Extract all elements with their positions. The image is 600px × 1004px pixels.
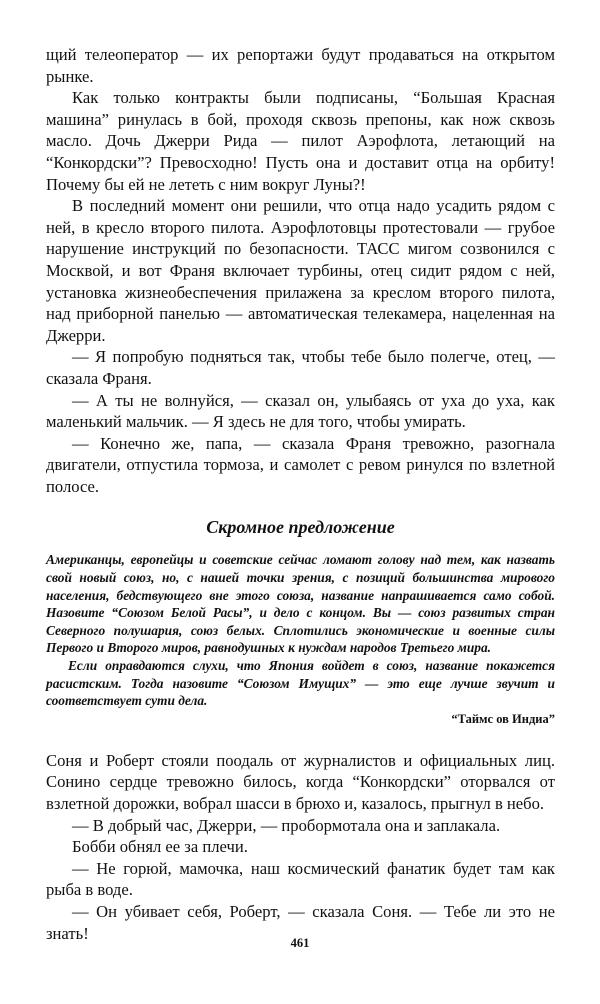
book-page (46, 44, 555, 944)
paragraph-bottom-3: Бобби обнял ее за плечи. (72, 837, 248, 857)
paragraph-bottom-4: — Не горюй, мамочка, наш космический фанатик будет там как рыба в воде. (46, 858, 555, 900)
section-title: Скромное предложение (206, 517, 395, 538)
paragraph-bottom-2: — В добрый час, Джерри, — пробормотала она и заплакала. (72, 815, 501, 835)
paragraph-top-6: — Конечно же, папа, — сказала Франя тревожно, разогнала двигатели, отпустила тормоза, и самолет с ревом ринулся по взлетной полосе. (46, 433, 555, 496)
epigraph-source: “Таймс ов Индиа” (451, 711, 555, 726)
paragraph-bottom-5: — Он убивает себя, Роберт, — сказала Соня. — Тебе ли это не знать! (46, 901, 555, 943)
paragraph-top-2: Как только контракты были подписаны, “Большая Красная машина” ринулась в бой, проходя сквозь препоны, как нож сквозь масло. Дочь Джерри Рида — пилот Аэрофлота, летающий на “Конкордски”? Превосходно! Пусть она и доставит отца на орбиту! Почему бы ей не лететь с ним вокруг Луны?! (46, 88, 555, 194)
epigraph (46, 551, 555, 727)
paragraph-top-4: — Я попробую подняться так, чтобы тебе было полегче, отец, — сказала Франя. (46, 347, 555, 388)
epigraph-paragraph-2: Если оправдаются слухи, что Япония войдет в союз, название покажется расистским. Тогда назовите “Союзом Имущих” — это еще лучше звучит и соответствует сути дела. (46, 658, 555, 709)
paragraph-top-5: — А ты не волнуйся, — сказал он, улыбаясь от уха до уха, как маленький мальчик. — Я здесь не для того, чтобы умирать. (46, 390, 555, 432)
paragraph-bottom-1: Соня и Роберт стояли поодаль от журналистов и официальных лиц. Сонино сердце тревожно билось, когда “Конкордски” оторвался от взлетной дорожки, вобрал шасси в брюхо и, казалось, прыгнул в небо. (46, 750, 555, 813)
body-continuation (46, 750, 555, 944)
epigraph-paragraph-1: Американцы, европейцы и советские сейчас ломают голову над тем, как назвать свой новый союз, но, с нашей точки зрения, с позиций большинства мирового населения, бедствующего вне этого союза, название напрашивается само собой. Назовите “Союзом Белой Расы”, и дело с концом. Вы — союз развитых стран Северного полушария, союз белых. Сплотились экономические и военные силы Первого и Второго миров, равнодушных к нуждам народов Третьего мира. (46, 552, 555, 656)
paragraph-top-1: щий телеоператор — их репортажи будут продаваться на открытом рынке. (46, 45, 555, 86)
page-number: 461 (290, 936, 310, 950)
paragraph-top-3: В последний момент они решили, что отца надо усадить рядом с ней, в кресло второго пилота. Аэрофлотовцы протестовали — грубое нарушение инструкций по безопасности. ТАСС мигом созвонился с Москвой, и вот Франя включает турбины, отец сидит рядом с ней, установка жизнеобеспечения прилажена за креслом второго пилота, над приборной панелью — автоматическая телекамера, нацеленная на Джерри. (46, 196, 555, 345)
